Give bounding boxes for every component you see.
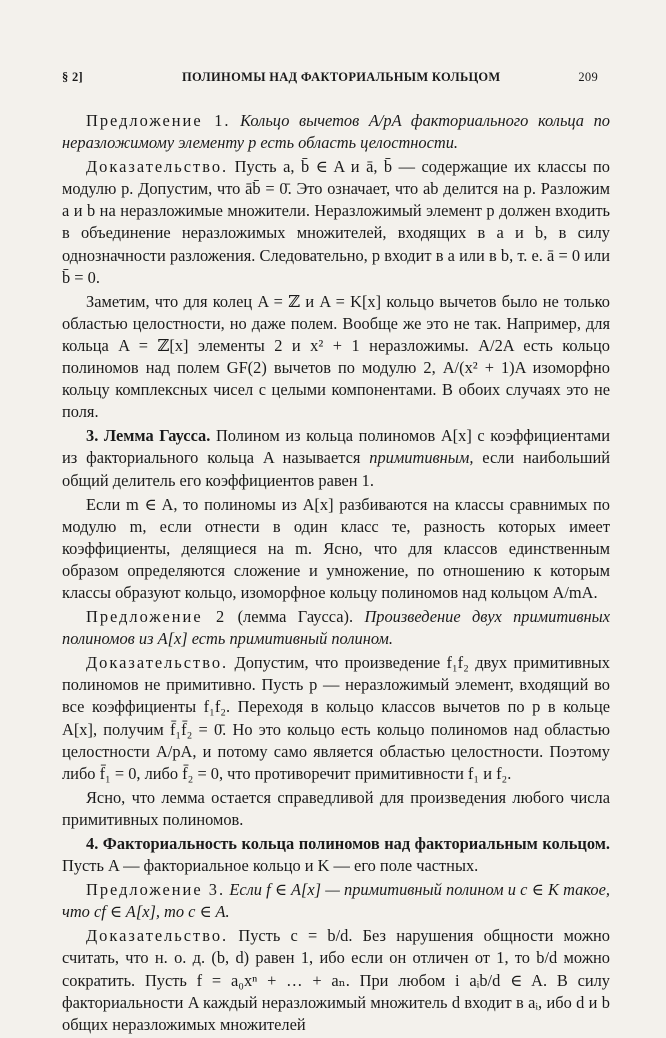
proposition-statement: Кольцо вычетов A/pA факториального кольца по неразложимому элементу p есть область целостности. [62,111,610,153]
factoriality-text: Пусть A — факториальное кольцо и K — его поле частных. [62,856,479,876]
proof-heading: Доказательство. [86,653,229,673]
section-mark: § 2] [62,70,83,84]
paragraph-proof-3 [62,925,610,1035]
section-heading-gauss: 3. Лемма Гаусса. [86,426,211,446]
paragraph-lemma-note [62,787,610,831]
definition-text: Полином из кольца полиномов A[x] с коэффициентами из факториального кольца A называется [62,426,610,468]
proof-text: Пусть c = b/d. Без нарушения общности можно считать, что н. о. д. (b, d) равен 1, ибо если он отличен от 1, то b/d можно сократить. Пусть f = a₀xⁿ + … + aₙ. При любом i aᵢb/d ∈ A. В силу факториальности A каждый неразложимый множитель d входит в aᵢ, ибо d и b общих неразложимых множителей [62,926,610,1034]
defined-term: примитивным, [369,448,474,468]
proposition-heading: Предложение 3. [86,880,226,900]
proposition-heading: Предложение 1. [86,111,231,130]
proof-heading: Доказательство. [86,926,229,946]
definition-text-end: если наибольший общий делитель его коэффициентов равен 1. [62,448,610,490]
paragraph-remark [62,291,610,424]
header-title: ПОЛИНОМЫ НАД ФАКТОРИАЛЬНЫМ КОЛЬЦОМ [182,70,501,84]
remark-text: Заметим, что для колец A = ℤ и A = K[x] кольцо вычетов было не только областью целостности, но даже полем. Вообще же это не так. Например, для кольца A = ℤ[x] элементы 2 и x² + 1 неразложимы. A/2A есть кольцо полиномов над полем GF(2) вычетов по модулю 2, A/(x² + 1)A изоморфно кольцу комплексных чисел с целыми компонентами. В обоих случаях это не поля. [62,291,610,422]
paragraph-classes [62,494,610,604]
paragraph-factoriality [62,833,610,877]
proof-text: Пусть a, b̄ ∈ A и ā, b̄ — содержащие их классы по модулю p. Допустим, что āb̄ = 0̄. Это означает, что ab делится на p. Разложим a и b на неразложимые множители. Неразложимый элемент p должен входить в объединение неразложимых множителей, входящих в a и b, в силу однозначности разложения. Следовательно, p входит в a или в b, т. е. ā = 0 или b̄ = 0. [62,157,610,287]
lemma-note-text: Ясно, что лемма остается справедливой для произведения любого числа примитивных полиномов. [62,787,610,829]
proposition-heading: Предложение 2 [86,607,227,627]
paragraph-proof-2 [62,652,610,785]
paragraph-gauss-lemma [62,425,610,491]
proposition-statement: Произведение двух примитивных полиномов из A[x] есть примитивный полином. [62,607,610,649]
classes-text: Если m ∈ A, то полиномы из A[x] разбиваются на классы сравнимых по модулю m, если отнести в один класс те, разность которых имеет коэффициенты, делящиеся на m. Ясно, что для классов единственным образом определяются сложение и умножение, по отношению к которым классы образуют кольцо, изоморфное кольцу полиномов над кольцом A/mA. [62,494,610,602]
proof-text: Допустим, что произведение f₁f₂ двух примитивных полиномов не примитивно. Пусть p — неразложимый элемент, входящий во все коэффициенты f₁f₂. Переходя в кольцо классов вычетов по p в кольце A[x], получим f̄₁f̄₂ = 0̄. Но это кольцо есть кольцо полиномов над областью целостности A/pA, и потому само является областью целостности. Поэтому либо f̄₁ = 0, либо f̄₂ = 0, что противоречит примитивности f₁ и f₂. [62,653,610,783]
paragraph-proposition-3 [62,879,610,923]
running-header [62,70,598,90]
page-number: 209 [578,70,598,84]
paragraph-proposition-1 [62,110,610,154]
paragraph-proof-1 [62,156,610,289]
proposition-note: (лемма Гаусса). [237,607,354,627]
proposition-statement: Если f ∈ A[x] — примитивный полином и c ∈ K такое, что cf ∈ A[x], то c ∈ A. [62,880,610,922]
section-heading-factoriality: 4. Факториальность кольца полиномов над факториальным кольцом. [86,834,610,853]
paragraph-proposition-2 [62,606,610,650]
proof-heading: Доказательство. [86,157,229,177]
text-body [62,110,610,1038]
